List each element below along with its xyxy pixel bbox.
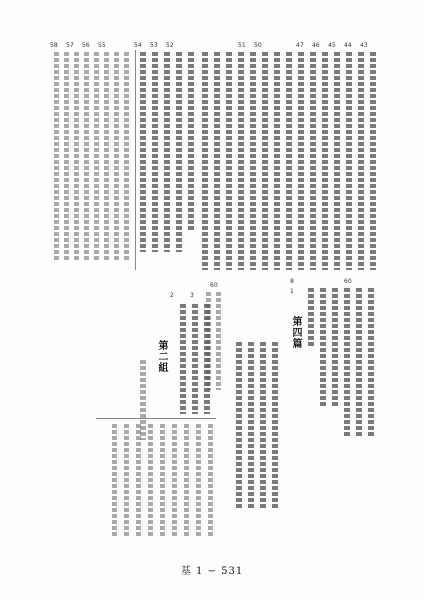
- text-column: [202, 52, 208, 270]
- footnote-number: 43: [360, 42, 368, 49]
- text-column: [358, 52, 364, 270]
- footnote-column: [94, 52, 99, 262]
- text-column: [370, 52, 376, 270]
- footnote-column: [208, 424, 213, 536]
- footnote-number: 8: [290, 278, 294, 285]
- section-heading: 第二組: [156, 340, 167, 373]
- footnote-column: [114, 52, 119, 262]
- footnote-column: [112, 424, 117, 536]
- footnote-number: 56: [82, 42, 90, 49]
- text-column: [248, 342, 254, 508]
- footnote-column: [148, 424, 153, 536]
- footnote-divider: [96, 418, 216, 419]
- text-column: [250, 52, 256, 270]
- text-column: [238, 52, 244, 270]
- section-heading: 第四篇: [290, 316, 301, 349]
- footnote-number: 54: [134, 42, 142, 49]
- footnote-number: 45: [328, 42, 336, 49]
- text-column: [226, 52, 232, 270]
- footnote-column: [136, 424, 141, 536]
- text-column: [204, 304, 210, 414]
- footnote-column: [84, 52, 89, 262]
- text-column: [188, 52, 194, 232]
- footnote-number: 47: [296, 42, 304, 49]
- footnote-column: [196, 424, 201, 536]
- footnote-number: 51: [238, 42, 246, 49]
- text-column: [344, 288, 350, 438]
- footnote-number: 2: [170, 292, 174, 299]
- text-column: [356, 288, 362, 438]
- page-number: 基 1 − 531: [180, 566, 244, 577]
- text-column: [180, 304, 186, 414]
- footnote-number: 44: [344, 42, 352, 49]
- footnote-number: 58: [50, 42, 58, 49]
- footnote-number: 3: [190, 292, 194, 299]
- footnote-number: 53: [150, 42, 158, 49]
- main-text-block: [48, 42, 378, 273]
- footnote-column: [74, 52, 79, 262]
- footnote-column: [54, 52, 59, 262]
- footnote-number: 57: [66, 42, 74, 49]
- text-column: [152, 52, 158, 252]
- text-column: [214, 52, 220, 270]
- text-column: [274, 52, 280, 270]
- text-column: [260, 342, 266, 508]
- text-column: [310, 52, 316, 270]
- section-four-block: [228, 278, 378, 522]
- text-column: [334, 52, 340, 270]
- footnote-number: 52: [166, 42, 174, 49]
- text-column: [346, 52, 352, 270]
- footnote-number: 55: [98, 42, 106, 49]
- footnote-column: [184, 424, 189, 536]
- text-column: [164, 52, 170, 252]
- footnote-column: [104, 52, 109, 262]
- footnote-column: [172, 424, 177, 536]
- text-column: [236, 342, 242, 508]
- text-column: [262, 52, 268, 270]
- footnote-column: [124, 52, 129, 262]
- text-column: [298, 52, 304, 270]
- footnote-number: 1: [290, 288, 294, 295]
- footnote-number: 60: [344, 278, 352, 285]
- footnote-column: [64, 52, 69, 262]
- text-column: [322, 52, 328, 270]
- text-column: [320, 288, 326, 408]
- footnote-number: 50: [254, 42, 262, 49]
- text-column: [192, 304, 198, 414]
- text-column: [368, 288, 374, 438]
- text-column: [286, 52, 292, 270]
- footnote-column: [160, 424, 165, 536]
- footnote-number: 46: [312, 42, 320, 49]
- text-column: [308, 288, 314, 348]
- text-column: [140, 52, 146, 252]
- footnote-block: [96, 420, 224, 540]
- text-column: [176, 52, 182, 252]
- footnote-column: [124, 424, 129, 536]
- footnote-number: 60: [210, 282, 218, 289]
- text-column: [272, 342, 278, 508]
- column-divider: [135, 50, 136, 270]
- text-column: [332, 288, 338, 408]
